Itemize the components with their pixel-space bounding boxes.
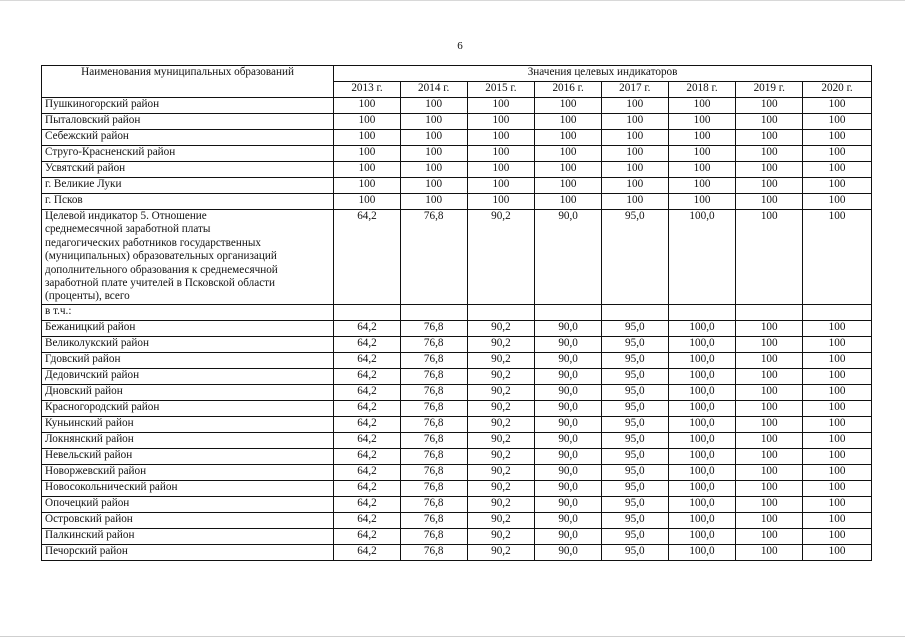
indicator-value: 100: [736, 464, 803, 480]
indicator-value: 95,0: [601, 480, 668, 496]
indicator-value: 100,0: [668, 448, 736, 464]
year-header: 2020 г.: [803, 82, 872, 98]
indicator-value: 90,0: [535, 416, 602, 432]
indicator-value: 100: [803, 512, 872, 528]
table-row: [42, 512, 872, 528]
table-head: [42, 66, 872, 98]
indicator-value: 100,0: [668, 496, 736, 512]
indicator-value: 90,2: [467, 400, 535, 416]
indicator-value: 100: [400, 178, 467, 194]
municipality-name: Дновский район: [42, 384, 334, 400]
indicator-value: 100,0: [668, 320, 736, 336]
indicator-value: 90,0: [535, 496, 602, 512]
indicator-value: 90,2: [467, 432, 535, 448]
indicator-value: 90,2: [467, 336, 535, 352]
municipality-name: Куньинский район: [42, 416, 334, 432]
municipality-name: г. Псков: [42, 194, 334, 210]
indicator-value: 95,0: [601, 320, 668, 336]
indicator-value: 90,2: [467, 368, 535, 384]
indicator-value: 100: [803, 146, 872, 162]
indicator-value: 100: [803, 114, 872, 130]
indicator-value: 90,0: [535, 320, 602, 336]
indicator-value: 76,8: [400, 400, 467, 416]
indicator-value: 76,8: [400, 480, 467, 496]
year-header: 2014 г.: [400, 82, 467, 98]
municipality-name: Себежский район: [42, 130, 334, 146]
indicator-value: 100: [601, 178, 668, 194]
indicator-value: 100,0: [668, 336, 736, 352]
indicator-value: 100,0: [668, 512, 736, 528]
indicator-value: 100: [400, 162, 467, 178]
indicator-value: 64,2: [334, 400, 401, 416]
indicator-value: 100: [736, 480, 803, 496]
empty-cell: [803, 304, 872, 320]
indicator-value: 100: [803, 194, 872, 210]
indicator-value: 100: [736, 130, 803, 146]
indicator-value: 100: [803, 384, 872, 400]
indicator-value: 100: [736, 512, 803, 528]
indicator-value: 100: [668, 162, 736, 178]
indicator-value: 100: [736, 146, 803, 162]
indicator-description-line: среднемесячной заработной платы: [45, 223, 211, 236]
municipality-name: Палкинский район: [42, 528, 334, 544]
indicator-value: 90,2: [467, 528, 535, 544]
indicator-value: 95,0: [601, 352, 668, 368]
indicator-value: 90,0: [535, 400, 602, 416]
indicator-value: 100: [736, 544, 803, 560]
indicator-value: 100: [803, 496, 872, 512]
indicator-value: 95,0: [601, 528, 668, 544]
indicator-value: 90,0: [535, 544, 602, 560]
indicator-value: 64,2: [334, 528, 401, 544]
indicator-value: 95,0: [601, 432, 668, 448]
municipality-name: Невельский район: [42, 448, 334, 464]
indicator-value: 100: [400, 146, 467, 162]
table-row: [42, 544, 872, 560]
values-group-header: Значения целевых индикаторов: [334, 66, 872, 82]
page-number: 6: [457, 40, 463, 52]
indicator-value: 64,2: [334, 384, 401, 400]
indicator-value: 90,2: [467, 384, 535, 400]
indicator-value: 100: [803, 320, 872, 336]
indicator-value: 76,8: [400, 544, 467, 560]
indicator-value: 100: [334, 130, 401, 146]
municipality-name: Опочецкий район: [42, 496, 334, 512]
indicator-value: 64,2: [334, 416, 401, 432]
indicator-value: 100: [601, 162, 668, 178]
table-row: [42, 416, 872, 432]
year-header: 2013 г.: [334, 82, 401, 98]
indicator-value: 100,0: [668, 528, 736, 544]
indicator-value: 100: [803, 432, 872, 448]
indicator-value: 100: [803, 210, 872, 305]
header-row: [42, 66, 872, 82]
indicator-value: 95,0: [601, 416, 668, 432]
indicator-value: 64,2: [334, 368, 401, 384]
indicator-value: 76,8: [400, 210, 467, 305]
municipality-name: Пушкиногорский район: [42, 98, 334, 114]
scan-edge-top: [0, 0, 905, 1]
indicator-description-line: педагогических работников государственных: [45, 236, 261, 249]
indicator-value: 64,2: [334, 480, 401, 496]
indicator-value: 100: [668, 114, 736, 130]
indicator-value: 100: [535, 178, 602, 194]
year-header: 2017 г.: [601, 82, 668, 98]
year-header: 2016 г.: [535, 82, 602, 98]
indicator-value: 100: [467, 162, 535, 178]
indicator-value: 76,8: [400, 496, 467, 512]
municipality-name: Новоржевский район: [42, 464, 334, 480]
indicator-value: 100: [467, 146, 535, 162]
indicator-value: 100: [736, 352, 803, 368]
indicator-value: 90,0: [535, 336, 602, 352]
indicator-value: 100: [803, 352, 872, 368]
municipality-name: Новосокольнический район: [42, 480, 334, 496]
indicator-value: 100: [736, 432, 803, 448]
municipality-name: Пыталовский район: [42, 114, 334, 130]
indicator-value: 76,8: [400, 336, 467, 352]
subheader-label: в т.ч.:: [42, 304, 334, 320]
indicator-value: 100,0: [668, 416, 736, 432]
indicator-value: 64,2: [334, 448, 401, 464]
indicator-value: 100: [803, 400, 872, 416]
table-row: [42, 464, 872, 480]
indicator-value: 95,0: [601, 448, 668, 464]
indicator-value: 76,8: [400, 320, 467, 336]
empty-cell: [535, 304, 602, 320]
table-row: [42, 352, 872, 368]
indicator-value: 76,8: [400, 512, 467, 528]
municipality-name: Печорский район: [42, 544, 334, 560]
year-header: 2018 г.: [668, 82, 736, 98]
indicator-value: 100: [535, 194, 602, 210]
indicator-value: 100: [736, 210, 803, 305]
indicator-value: 100: [467, 98, 535, 114]
table-row: [42, 496, 872, 512]
indicator-value: 100: [736, 384, 803, 400]
indicator-value: 95,0: [601, 512, 668, 528]
table-row: [42, 336, 872, 352]
indicator-value: 100: [803, 178, 872, 194]
indicator-value: 100: [668, 194, 736, 210]
indicator-value: 90,2: [467, 544, 535, 560]
name-column-header: Наименования муниципальных образований: [42, 66, 334, 98]
indicator-value: 76,8: [400, 464, 467, 480]
indicator-value: 100: [803, 480, 872, 496]
indicator-value: 95,0: [601, 400, 668, 416]
indicator-value: 100,0: [668, 210, 736, 305]
indicator-value: 90,2: [467, 352, 535, 368]
indicator-value: 100: [334, 194, 401, 210]
indicator-value: 100: [535, 146, 602, 162]
indicator-value: 95,0: [601, 210, 668, 305]
indicator-value: 95,0: [601, 496, 668, 512]
indicator-description-line: (проценты), всего: [45, 290, 130, 303]
indicator-value: 76,8: [400, 432, 467, 448]
indicator-value: 100: [467, 114, 535, 130]
table-row: [42, 320, 872, 336]
indicator-value: 100: [736, 528, 803, 544]
indicator-value: 100: [668, 130, 736, 146]
indicators-table: [41, 65, 872, 561]
indicator-value: 64,2: [334, 464, 401, 480]
table-row: [42, 448, 872, 464]
indicator-value: 100: [400, 194, 467, 210]
indicator-value: 95,0: [601, 336, 668, 352]
indicator-value: 100: [736, 368, 803, 384]
scan-edge-bottom: [0, 636, 905, 637]
table-row: [42, 146, 872, 162]
indicator-value: 100: [803, 416, 872, 432]
empty-cell: [334, 304, 401, 320]
indicator-value: 90,2: [467, 448, 535, 464]
empty-cell: [601, 304, 668, 320]
indicator-value: 64,2: [334, 544, 401, 560]
indicator-value: 64,2: [334, 352, 401, 368]
table-row: [42, 162, 872, 178]
municipality-name: Локнянский район: [42, 432, 334, 448]
indicator-value: 100: [601, 98, 668, 114]
table-row: [42, 480, 872, 496]
indicator-value: 100: [601, 194, 668, 210]
indicator-value: 100: [467, 178, 535, 194]
indicator-value: 95,0: [601, 464, 668, 480]
table-row: [42, 400, 872, 416]
indicator-value: 76,8: [400, 416, 467, 432]
indicator-value: 90,0: [535, 528, 602, 544]
indicator-value: 90,0: [535, 210, 602, 305]
indicator-value: 100,0: [668, 432, 736, 448]
indicator-value: 76,8: [400, 528, 467, 544]
indicator-value: 90,0: [535, 368, 602, 384]
indicator-value: 64,2: [334, 210, 401, 305]
indicator-value: 100: [334, 162, 401, 178]
indicator-value: 100: [668, 146, 736, 162]
indicator-value: 100,0: [668, 480, 736, 496]
indicator-value: 100: [334, 178, 401, 194]
empty-cell: [467, 304, 535, 320]
indicator-value: 100: [803, 336, 872, 352]
indicator-value: 100: [736, 496, 803, 512]
indicator-value: 90,2: [467, 480, 535, 496]
table-row: [42, 98, 872, 114]
municipality-name: Усвятский район: [42, 162, 334, 178]
indicator-value: 90,2: [467, 416, 535, 432]
indicator-value: 95,0: [601, 384, 668, 400]
table-row: [42, 384, 872, 400]
indicator-value: 100,0: [668, 400, 736, 416]
indicator-value: 76,8: [400, 352, 467, 368]
table-row: [42, 528, 872, 544]
municipality-name: Великолукский район: [42, 336, 334, 352]
indicator-value: 100: [535, 162, 602, 178]
indicator-value: 64,2: [334, 320, 401, 336]
indicator-description-line: заработной плате учителей в Псковской области: [45, 277, 276, 290]
municipality-name: Дедовичский район: [42, 368, 334, 384]
indicator-value: 100: [535, 98, 602, 114]
indicator-value: 64,2: [334, 432, 401, 448]
indicator-value: 100: [736, 336, 803, 352]
indicator-value: 90,2: [467, 496, 535, 512]
indicator-value: 90,0: [535, 512, 602, 528]
indicator-value: 100,0: [668, 384, 736, 400]
indicator-value: 90,0: [535, 448, 602, 464]
indicator-value: 100: [535, 130, 602, 146]
indicator-value: 100: [803, 162, 872, 178]
year-header: 2019 г.: [736, 82, 803, 98]
indicator-value: 100: [601, 114, 668, 130]
indicator-value: 95,0: [601, 368, 668, 384]
municipality-name: г. Великие Луки: [42, 178, 334, 194]
indicator-value: 95,0: [601, 544, 668, 560]
empty-cell: [668, 304, 736, 320]
indicator-5-description: [42, 210, 334, 305]
indicator-value: 100: [803, 528, 872, 544]
indicator-value: 100: [400, 98, 467, 114]
indicator-value: 100: [334, 146, 401, 162]
indicator-value: 90,0: [535, 464, 602, 480]
indicator-value: 100: [467, 130, 535, 146]
indicator-value: 100: [601, 130, 668, 146]
indicator-value: 64,2: [334, 336, 401, 352]
indicator-value: 90,2: [467, 210, 535, 305]
indicator-value: 100: [736, 400, 803, 416]
indicator-value: 100: [803, 98, 872, 114]
indicator-value: 100: [803, 464, 872, 480]
indicator-value: 90,2: [467, 320, 535, 336]
indicator-value: 100: [803, 448, 872, 464]
indicator-value: 100,0: [668, 544, 736, 560]
indicator-value: 90,2: [467, 464, 535, 480]
indicator-value: 100: [736, 320, 803, 336]
table-row: [42, 178, 872, 194]
table-row: [42, 130, 872, 146]
indicator-value: 100: [400, 114, 467, 130]
indicator-value: 100: [400, 130, 467, 146]
indicator-value: 100: [601, 146, 668, 162]
indicator-value: 100,0: [668, 464, 736, 480]
indicator-value: 76,8: [400, 448, 467, 464]
indicator-value: 100: [803, 130, 872, 146]
indicator-value: 100: [467, 194, 535, 210]
indicator-value: 100: [736, 178, 803, 194]
table-body: [42, 98, 872, 561]
year-header: 2015 г.: [467, 82, 535, 98]
indicator-description-line: Целевой индикатор 5. Отношение: [45, 210, 207, 222]
indicator-value: 100: [334, 114, 401, 130]
indicator-value: 100: [736, 448, 803, 464]
indicator-description-line: (муниципальных) образовательных организаций: [45, 250, 277, 263]
municipality-name: Бежаницкий район: [42, 320, 334, 336]
municipality-name: Струго-Красненский район: [42, 146, 334, 162]
indicator-value: 76,8: [400, 384, 467, 400]
indicator-value: 100: [334, 98, 401, 114]
indicator-value: 90,0: [535, 384, 602, 400]
indicator-value: 90,0: [535, 352, 602, 368]
table-row: [42, 368, 872, 384]
indicator-value: 64,2: [334, 512, 401, 528]
empty-cell: [400, 304, 467, 320]
indicator-value: 100: [668, 178, 736, 194]
indicator-value: 100: [736, 162, 803, 178]
indicator-value: 100: [668, 98, 736, 114]
indicator-value: 100,0: [668, 352, 736, 368]
indicator-value: 100: [736, 98, 803, 114]
indicator-value: 76,8: [400, 368, 467, 384]
indicator-value: 100: [803, 544, 872, 560]
indicator-value: 100: [535, 114, 602, 130]
municipality-name: Красногородский район: [42, 400, 334, 416]
indicator-value: 100: [736, 114, 803, 130]
indicator-value: 90,0: [535, 480, 602, 496]
indicator-value: 90,0: [535, 432, 602, 448]
indicator-value: 100: [803, 368, 872, 384]
indicator-value: 100: [736, 416, 803, 432]
indicator-5-row: [42, 210, 872, 305]
indicator-value: 64,2: [334, 496, 401, 512]
empty-cell: [736, 304, 803, 320]
table-row: [42, 114, 872, 130]
table-row: [42, 432, 872, 448]
indicator-value: 100,0: [668, 368, 736, 384]
indicator-value: 100: [736, 194, 803, 210]
municipality-name: Островский район: [42, 512, 334, 528]
table-row: [42, 194, 872, 210]
indicator-value: 90,2: [467, 512, 535, 528]
subheader-row: [42, 304, 872, 320]
municipality-name: Гдовский район: [42, 352, 334, 368]
indicator-description-line: дополнительного образования к среднемесячной: [45, 263, 278, 276]
